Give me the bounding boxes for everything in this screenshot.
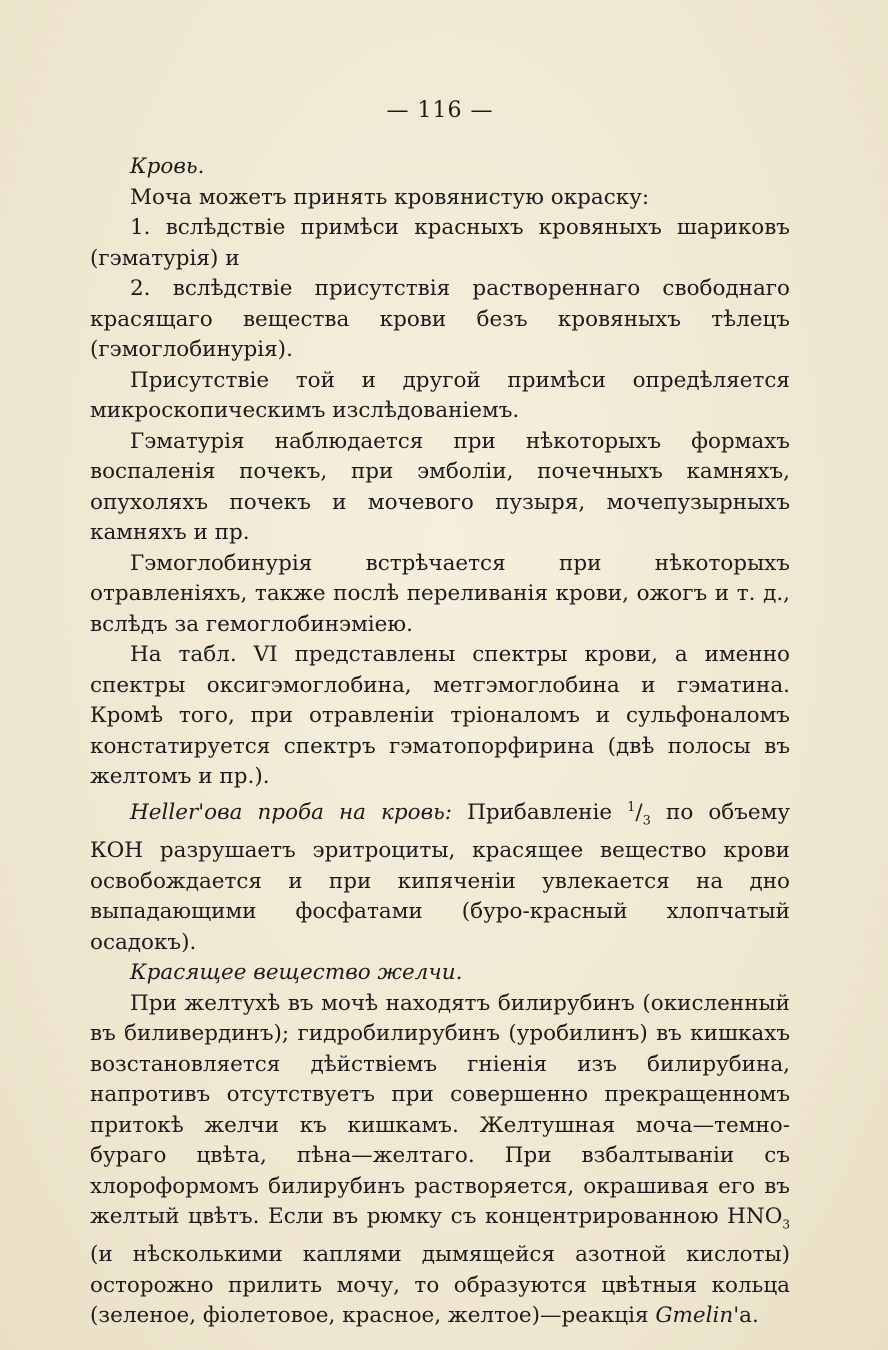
paragraph-spectra: На табл. VI представлены спектры крови, а именно спектры оксигэмоглобина, метгэмоглобина и гэматина. Кромѣ того, при отравленіи тріоналомъ и сульфоналомъ констатируется спектръ гэматопорфирина (двѣ полосы въ желтомъ и пр.). (90, 642, 790, 789)
fraction-denominator: 3 (642, 812, 651, 828)
fraction-slash: / (635, 799, 643, 825)
page-number: — 116 — (386, 98, 494, 123)
heller-text-a: Прибавленіе (452, 799, 628, 825)
paragraph-intro: Моча можетъ принять кровянистую окраску: (130, 184, 650, 210)
list-item-2: 2. вслѣдствіе присутствія раствореннаго свободнаго красящаго вещества крови безъ кровяныхъ тѣлецъ (гэмоглобинурія). (90, 276, 790, 362)
paragraph-bile (90, 989, 790, 1332)
heller-test-lead: Heller'ова проба на кровь: (130, 799, 453, 825)
page-text (90, 96, 790, 1332)
bile-text-a: При желтухѣ въ мочѣ находятъ билирубинъ (окисленный въ биливердинъ); гидробилирубинъ (уробилинъ) въ кишкахъ возстановляется дѣйствіемъ гніенія изъ билирубина, напротивъ отсутствуетъ при совершенно прекращенномъ притокѣ желчи къ кишкамъ. Желтушная моча—темно-бураго цвѣта, пѣна—желтаго. При взбалтываніи съ хлороформомъ билирубинъ растворяется, окрашивая его въ желтый цвѣтъ. Если въ рюмку съ концентрированною HNO (90, 990, 790, 1230)
gmelin-name: Gmelin (655, 1303, 734, 1329)
paragraph-heller-test (90, 793, 790, 959)
list-item-1: 1. вслѣдствіе примѣси красныхъ кровяныхъ шариковъ (гэматурія) и (90, 215, 790, 271)
paragraph-hemoglobinuria: Гэмоглобинурія встрѣчается при нѣкоторыхъ отравленіяхъ, также послѣ переливанія крови, ожогъ и т. д., вслѣдъ за гемоглобинэміею. (90, 550, 790, 637)
paragraph-microscopy: Присутствіе той и другой примѣси опредѣляется микроскопическимъ изслѣдованіемъ. (90, 367, 790, 423)
heller-text-b: по объему КОН разрушаетъ эритроциты, красящее вещество крови освобождается и при кипяченіи увлекается на дно выпадающими фосфатами (буро-красный хлопчатый осадокъ). (90, 799, 790, 955)
nitric-acid-subscript: 3 (782, 1217, 790, 1232)
paragraph-hematuria: Гэматурія наблюдается при нѣкоторыхъ формахъ воспаленія почекъ, при эмболіи, почечныхъ камняхъ, опухоляхъ почекъ и мочевого пузыря, мочепузырныхъ камняхъ и пр. (90, 428, 790, 545)
section-heading-blood: Кровь. (130, 154, 205, 179)
bile-text-b: (и нѣсколькими каплями дымящейся азотной кислоты) осторожно прилить мочу, то образуются цвѣтныя кольца (зеленое, фіолетовое, красное, желтое)—реакція (90, 1242, 790, 1329)
fraction-numerator: 1 (627, 799, 636, 815)
section-heading-bile: Красящее вещество желчи. (130, 960, 463, 986)
bile-text-end: 'а. (733, 1303, 759, 1329)
